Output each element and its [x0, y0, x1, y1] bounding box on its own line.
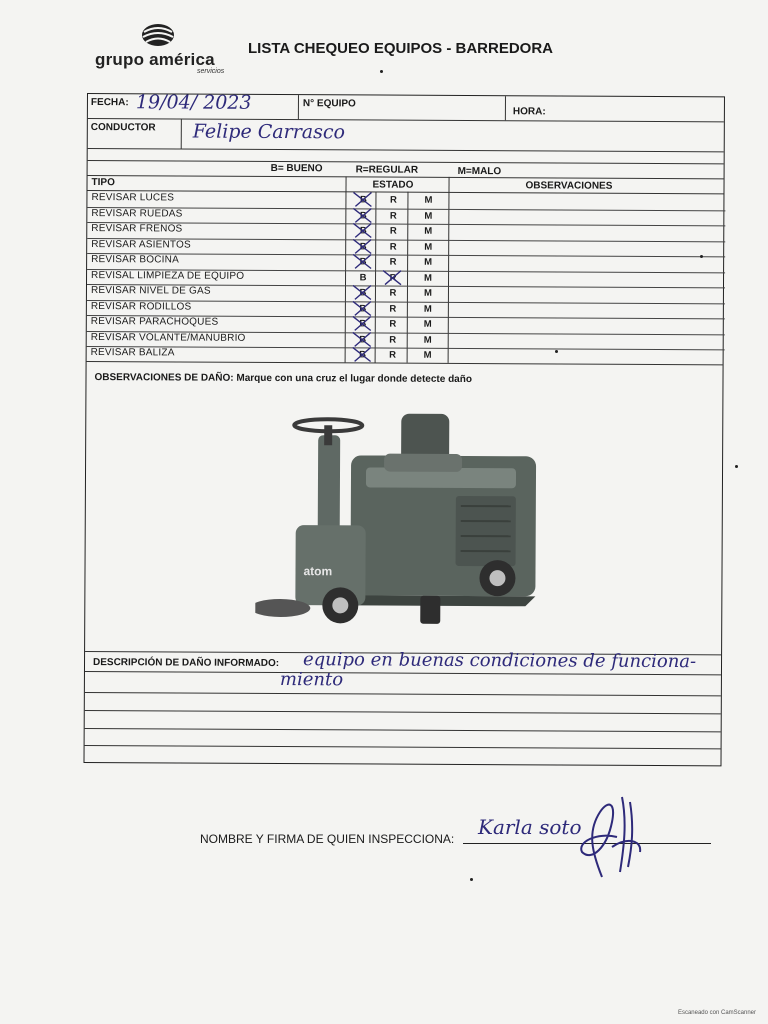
machine-brand-text: atom: [303, 564, 333, 579]
company-logo: [95, 22, 235, 74]
legend-bueno: B= BUENO: [270, 162, 323, 175]
option-r[interactable]: R: [389, 256, 397, 268]
checklist-item-name: REVISAR BOCINA: [91, 254, 179, 266]
option-m[interactable]: M: [424, 194, 433, 206]
option-m[interactable]: M: [423, 334, 432, 346]
signature-label: NOMBRE Y FIRMA DE QUIEN INSPECCIONA:: [200, 832, 455, 846]
damage-description-line-1: equipo en buenas condiciones de funciona-: [302, 649, 697, 673]
option-b[interactable]: B: [359, 349, 367, 361]
inspector-name: Karla soto: [478, 815, 582, 839]
option-b[interactable]: B: [359, 318, 367, 330]
option-b[interactable]: B: [359, 240, 367, 252]
option-b[interactable]: B: [359, 194, 367, 206]
option-r[interactable]: R: [389, 272, 397, 284]
scanner-footer: Escaneado con CamScanner: [677, 1010, 756, 1016]
option-r[interactable]: R: [389, 194, 397, 206]
damage-description-label: DESCRIPCIÓN DE DAÑO INFORMADO:: [92, 657, 280, 670]
legend-regular: R=REGULAR: [355, 164, 419, 176]
option-b[interactable]: B: [359, 302, 367, 314]
option-r[interactable]: R: [389, 303, 397, 315]
checklist-form: [83, 93, 724, 766]
option-r[interactable]: R: [389, 287, 397, 299]
checklist-item-name: REVISAR BALIZA: [90, 347, 175, 359]
checklist-item-name: REVISAR RODILLOS: [90, 300, 192, 313]
checklist-item-name: REVISAR PARACHOQUES: [90, 316, 219, 328]
option-r[interactable]: R: [389, 349, 397, 361]
sweeper-machine-image: [255, 395, 556, 637]
option-m[interactable]: M: [424, 225, 433, 237]
column-tipo: TIPO: [91, 177, 115, 189]
option-r[interactable]: R: [389, 334, 397, 346]
option-r[interactable]: R: [389, 210, 397, 222]
cross-mark-icon: [381, 268, 403, 286]
checklist-item-name: REVISAR FRENOS: [91, 223, 183, 235]
handwritten-signature: [572, 792, 652, 887]
checklist-item-name: REVISAR NIVEL DE GAS: [90, 285, 211, 297]
option-m[interactable]: M: [424, 256, 433, 268]
option-m[interactable]: M: [423, 287, 432, 299]
option-r[interactable]: R: [389, 241, 397, 253]
option-b[interactable]: B: [359, 256, 367, 268]
option-m[interactable]: M: [424, 272, 433, 284]
cross-mark-icon: [351, 345, 373, 363]
option-m[interactable]: M: [424, 241, 433, 253]
fecha-value: 19/04/ 2023: [135, 91, 252, 114]
option-b[interactable]: B: [359, 333, 367, 345]
logo-name: grupo américa: [95, 50, 215, 69]
checklist-item-name: REVISAR LUCES: [91, 192, 175, 204]
option-b[interactable]: B: [359, 271, 367, 283]
checklist-item-name: REVISAR ASIENTOS: [91, 238, 191, 251]
cross-mark-icon: [351, 252, 373, 270]
conductor-value: Felipe Carrasco: [192, 120, 346, 144]
globe-logo-icon: [140, 22, 176, 48]
legend-malo: M=MALO: [457, 165, 502, 178]
document-title: LISTA CHEQUEO EQUIPOS - BARREDORA: [248, 40, 554, 57]
hora-label: HORA:: [512, 106, 546, 118]
option-b[interactable]: B: [359, 287, 367, 299]
conductor-label: CONDUCTOR: [90, 122, 156, 134]
damage-observations-label: OBSERVACIONES DE DAÑO: Marque con una cruz el lugar donde detecte daño: [94, 372, 473, 386]
fecha-label: FECHA:: [90, 97, 129, 109]
option-b[interactable]: B: [359, 225, 367, 237]
damage-description-line-2: miento: [279, 669, 344, 691]
checklist-item-name: REVISAR RUEDAS: [91, 207, 183, 220]
option-m[interactable]: M: [423, 303, 432, 315]
checklist-item-name: REVISAR VOLANTE/MANUBRIO: [90, 331, 246, 344]
logo-subtitle: servicios: [197, 68, 225, 75]
option-r[interactable]: R: [389, 225, 397, 237]
option-m[interactable]: M: [424, 210, 433, 222]
column-estado: ESTADO: [372, 179, 414, 191]
option-m[interactable]: M: [423, 318, 432, 330]
option-m[interactable]: M: [423, 349, 432, 361]
option-r[interactable]: R: [389, 318, 397, 330]
column-observaciones: OBSERVACIONES: [525, 180, 613, 192]
checklist-item-name: REVISAL LIMPIEZA DE EQUIPO: [91, 269, 245, 282]
option-b[interactable]: B: [359, 209, 367, 221]
equipo-label: N° EQUIPO: [302, 98, 356, 110]
